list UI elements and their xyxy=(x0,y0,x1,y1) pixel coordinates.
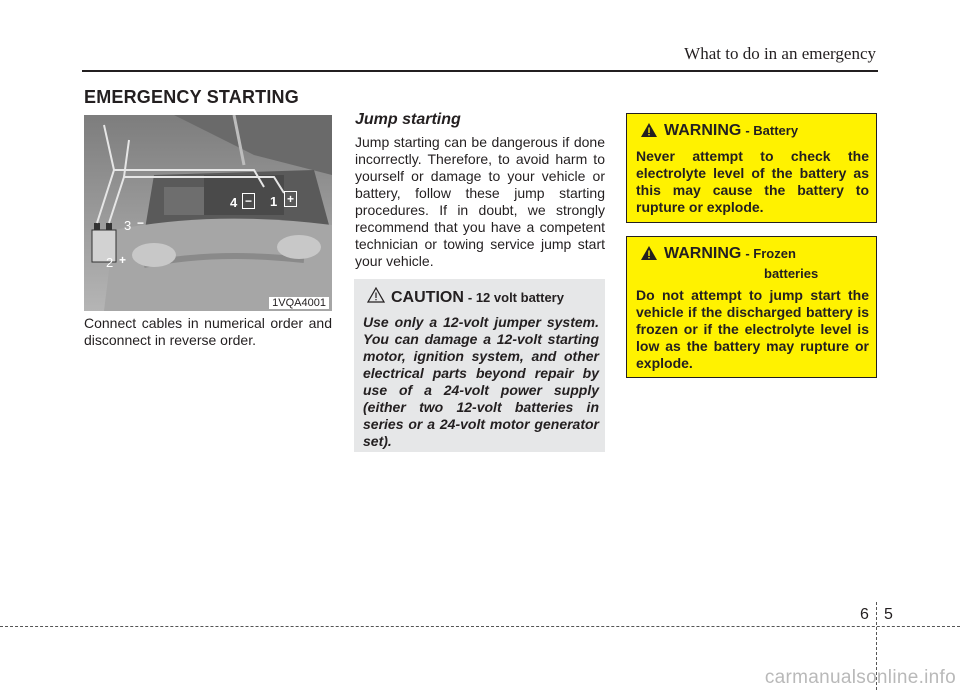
main-heading: EMERGENCY STARTING xyxy=(84,87,299,107)
warning-battery-subject: - Battery xyxy=(745,123,799,138)
callout-4: 4 xyxy=(230,195,238,210)
figure-caption: 1VQA4001 xyxy=(269,297,329,309)
jump-starting-body: Jump starting can be dangerous if done incorrectly. Therefore, to avoid harm to yourself or damage to your vehicle or battery, follow these jump starting procedures. If in doubt, we strongly recommend that you have a competent technician or towing service jump start your vehicle. xyxy=(355,134,605,269)
caution-text: Use only a 12-volt jumper system. You can damage a 12-volt starting motor, ignition system, and other electrical parts beyond repair by use of a 24-volt power supply (either two 12-volt batteries in series or a 24-volt motor generator set). xyxy=(363,314,599,449)
callout-3: 3 xyxy=(124,218,132,233)
watermark: carmanualsonline.info xyxy=(764,667,956,688)
warning-frozen-text: Do not attempt to jump start the vehicle if the discharged battery is frozen or if the electrolyte level is low as the battery may rupture or explode. xyxy=(636,287,869,371)
callout-2-sign: + xyxy=(119,253,127,267)
caution-box xyxy=(354,279,605,452)
caution-header xyxy=(367,287,599,308)
warning-frozen-box xyxy=(626,236,877,378)
callout-3-sign: − xyxy=(137,216,145,230)
engine-bay-figure xyxy=(84,115,332,311)
callout-1-sign: + xyxy=(284,191,297,207)
footer-rule xyxy=(0,626,960,627)
warning-frozen-word: WARNING xyxy=(664,245,742,262)
caution-subject: - 12 volt battery xyxy=(467,290,564,305)
callout-4-sign: − xyxy=(242,193,255,209)
warning-battery-text: Never attempt to check the electrolyte level of the battery as this may cause the battery to rupture or explode. xyxy=(636,148,869,215)
warning-frozen-subject-line2: batteries xyxy=(764,266,819,281)
caution-triangle-icon xyxy=(367,287,385,308)
warning-battery-word: WARNING xyxy=(664,122,742,139)
callout-2: 2 xyxy=(106,255,114,270)
warning-battery-box xyxy=(626,113,877,223)
header-rule xyxy=(82,70,878,72)
figure-description: Connect cables in numerical order and disconnect in reverse order. xyxy=(84,315,332,348)
warning-triangle-icon xyxy=(640,245,658,266)
warning-frozen-subject: - Frozen xyxy=(745,246,796,261)
caution-word: CAUTION xyxy=(391,288,464,306)
engine-bay-illustration xyxy=(84,115,332,311)
jump-starting-heading: Jump starting xyxy=(355,111,461,128)
warning-battery-header xyxy=(640,122,869,143)
section-title: What to do in an emergency xyxy=(684,44,876,63)
warning-triangle-icon xyxy=(640,122,658,143)
page-number: 5 xyxy=(884,606,893,623)
callout-1: 1 xyxy=(270,194,278,209)
warning-frozen-header xyxy=(640,245,869,266)
chapter-number: 6 xyxy=(860,606,869,623)
